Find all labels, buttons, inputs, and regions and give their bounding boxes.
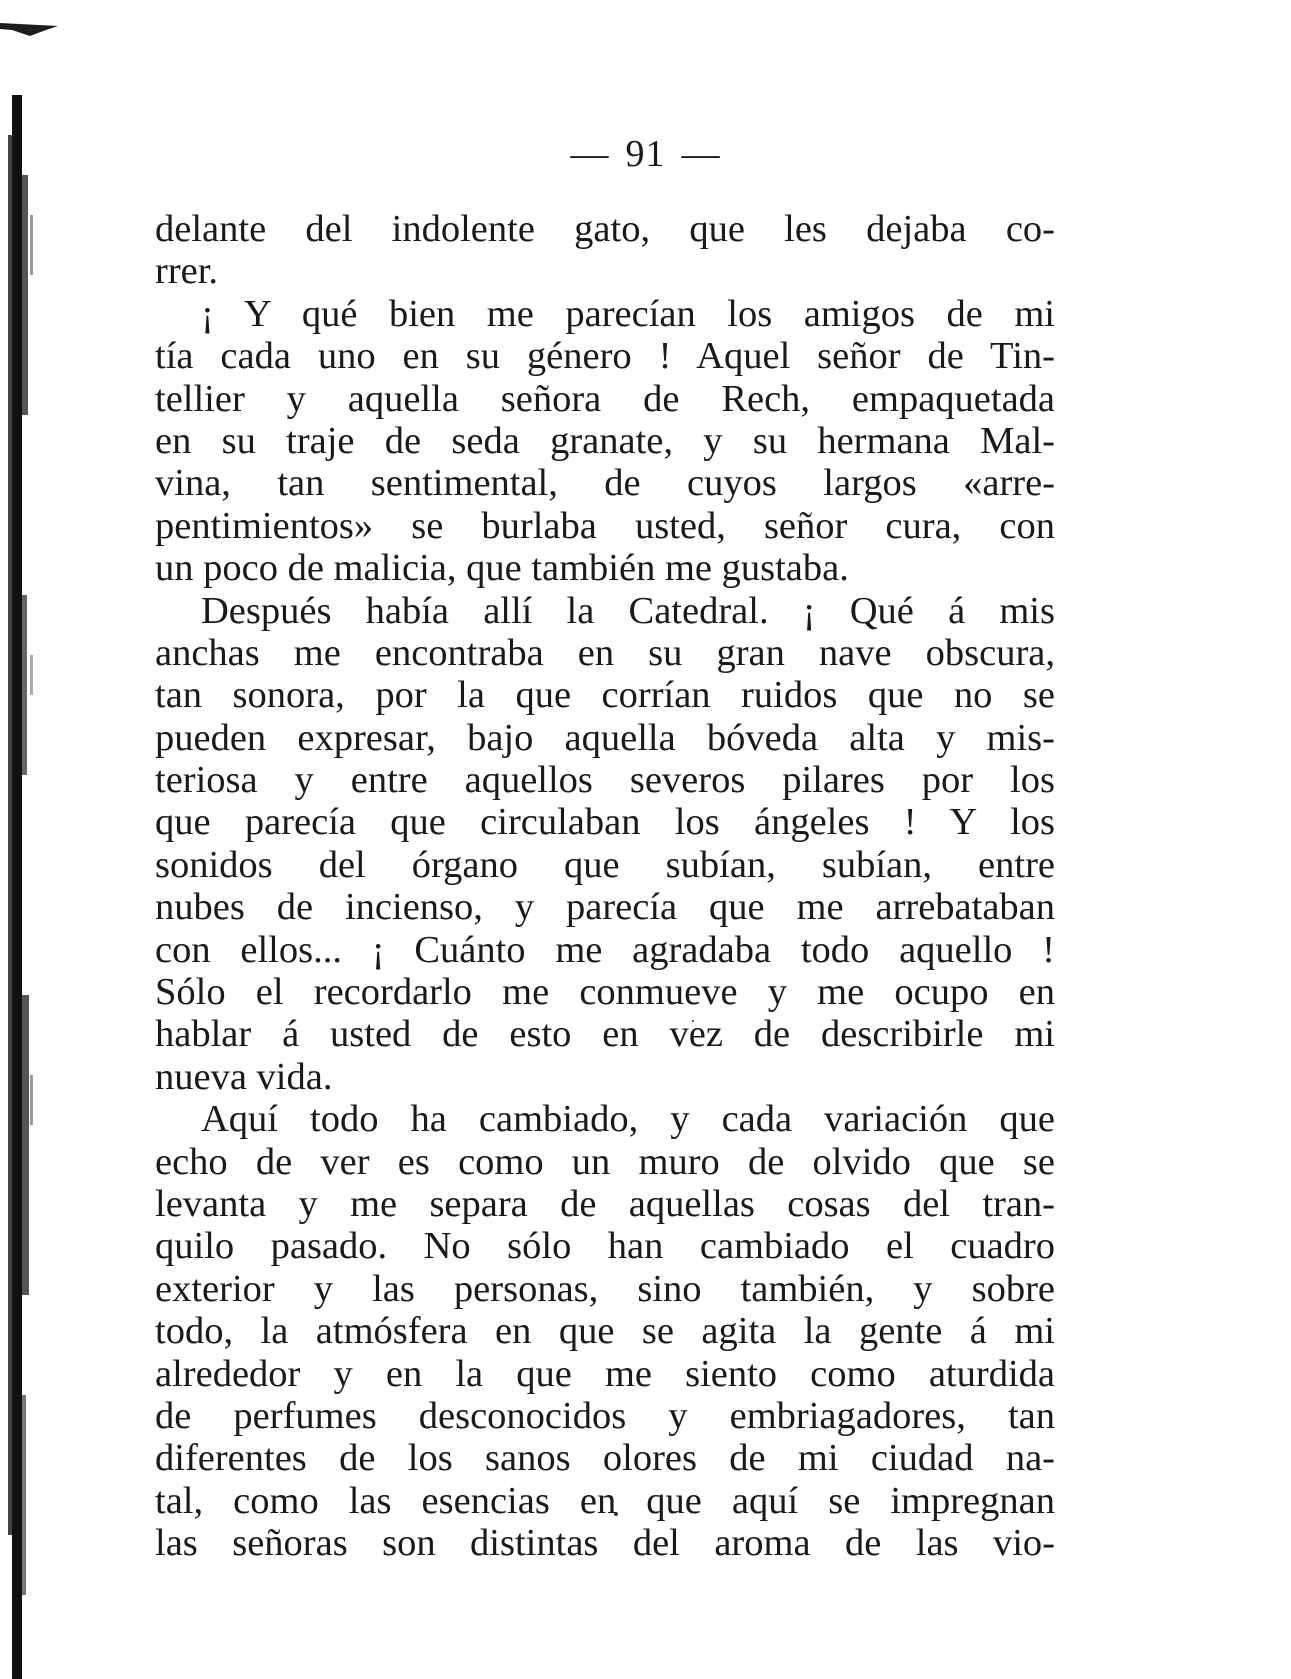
text-line: ¡ Y qué bien me parecían los amigos de mi [201,292,1055,335]
text-line: anchas me encontraba en su gran nave obscura, [155,631,1055,674]
text-line: exterior y las personas, sino también, y sobre [155,1267,1055,1310]
text-line: echo de ver es como un muro de olvido que se [155,1140,1055,1183]
text-line: que parecía que circulaban los ángeles ! Y los [155,801,1055,844]
text-line: tellier y aquella señora de Rech, empaquetada [155,377,1055,420]
body-text [155,208,1055,1565]
text-line: de perfumes desconocidos y embriagadores, tan [155,1394,1055,1437]
text-line: levanta y me separa de aquellas cosas del tran- [155,1182,1055,1225]
text-line: Sólo el recordarlo me conmueve y me ocupo en [155,971,1055,1014]
text-line: pueden expresar, bajo aquella bóveda alta y mis- [155,716,1055,759]
page-number-dash-left: — [570,133,610,175]
text-line: delante del indolente gato, que les dejaba co- [155,208,1055,250]
text-line: con ellos... ¡ Cuánto me agradaba todo aquello ! [155,928,1055,971]
text-line: las señoras son distintas del aroma de las vio- [155,1522,1055,1565]
text-line: rrer. [155,250,219,293]
text-line: pentimientos» se burlaba usted, señor cura, con [155,504,1055,547]
text-line: Después había allí la Catedral. ¡ Qué á mis [201,589,1055,632]
text-line: vina, tan sentimental, de cuyos largos «arre- [155,462,1055,505]
text-line: en su traje de seda granate, y su hermana Mal- [155,419,1055,462]
text-line: nubes de incienso, y parecía que me arrebataban [155,886,1055,929]
text-line: hablar á usted de esto en vez de describirle mi [155,1013,1055,1056]
text-line: un poco de malicia, que también me gustaba. [155,547,849,590]
text-line: quilo pasado. No sólo han cambiado el cuadro [155,1225,1055,1268]
text-line: tal, como las esencias en que aquí se impregnan [155,1479,1055,1522]
text-line: teriosa y entre aquellos severos pilares por los [155,759,1055,802]
text-line: sonidos del órgano que subían, subían, entre [155,843,1055,886]
text-line: nueva vida. [155,1055,333,1098]
page-number-dash-right: — [681,133,721,175]
text-line: tía cada uno en su género ! Aquel señor de Tin- [155,335,1055,378]
scan-corner-mark [0,20,60,42]
page-number-value: 91 [625,133,666,175]
text-line: alrededor y en la que me siento como aturdida [155,1352,1055,1395]
text-line: diferentes de los sanos olores de mi ciudad na- [155,1437,1055,1480]
binding-gutter-shadow [0,95,44,1679]
page-number [0,132,1291,176]
text-line: todo, la atmósfera en que se agita la gente á mi [155,1310,1055,1353]
text-line: Aquí todo ha cambiado, y cada variación que [201,1098,1055,1141]
text-line: tan sonora, por la que corrían ruidos que no se [155,674,1055,717]
